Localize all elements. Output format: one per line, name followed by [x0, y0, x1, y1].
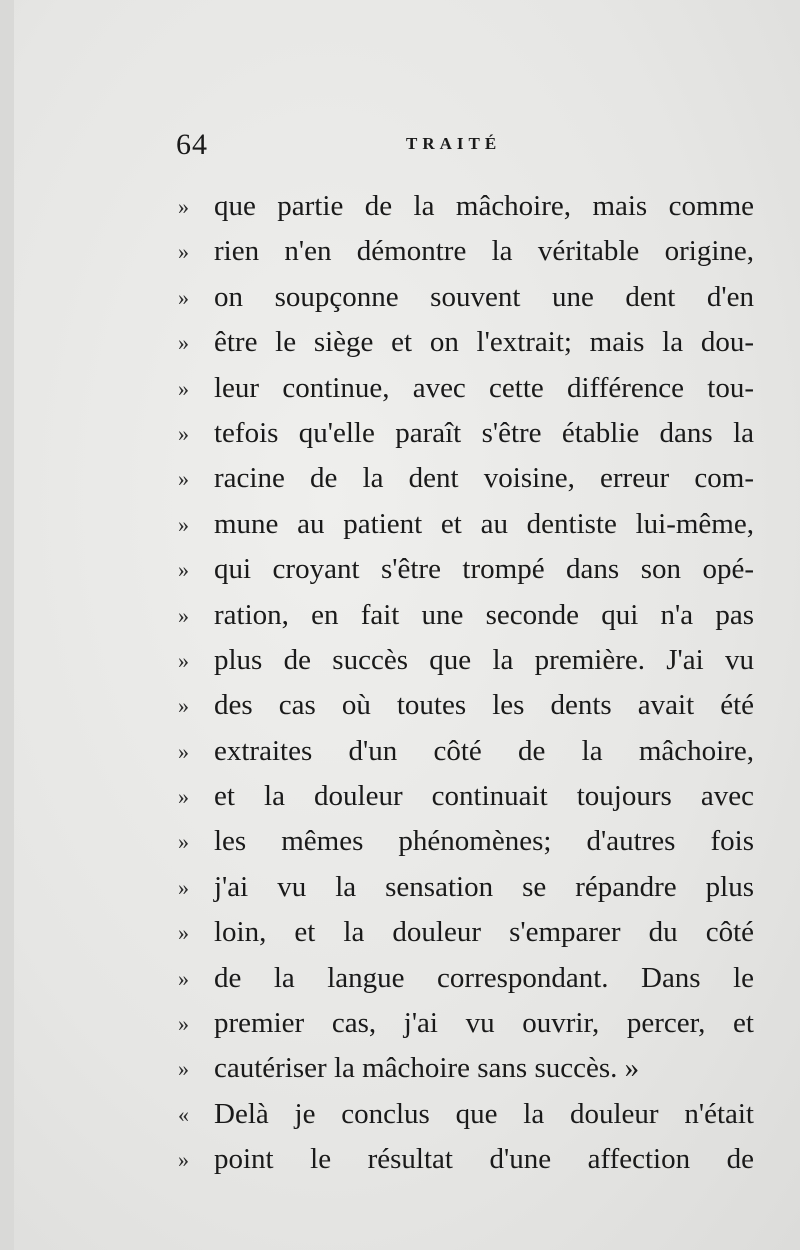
quote-marker: »	[178, 874, 189, 900]
text-line	[14, 729, 800, 774]
text-line	[14, 184, 800, 229]
text-line	[14, 1092, 800, 1137]
line-text: extraites d'un côté de la mâchoire,	[214, 734, 754, 767]
text-line	[14, 366, 800, 411]
running-title: TRAITÉ	[406, 134, 502, 153]
text-line	[14, 1001, 800, 1046]
body-text	[14, 184, 800, 1183]
quote-marker: »	[178, 284, 189, 310]
line-text: loin, et la douleur s'emparer du côté	[214, 916, 754, 949]
line-text: les mêmes phénomènes; d'autres fois	[214, 825, 754, 858]
quote-marker: »	[178, 511, 189, 537]
quote-marker: »	[178, 784, 189, 810]
line-text: j'ai vu la sensation se répandre plus	[214, 870, 754, 903]
text-line	[14, 956, 800, 1001]
line-text: ration, en fait une seconde qui n'a pas	[214, 598, 754, 631]
page-number: 64	[176, 128, 208, 161]
text-line	[14, 910, 800, 955]
quote-marker: »	[178, 965, 189, 991]
line-text: on soupçonne souvent une dent d'en	[214, 280, 754, 313]
text-line	[14, 456, 800, 501]
text-line	[14, 229, 800, 274]
line-text: premier cas, j'ai vu ouvrir, percer, et	[214, 1007, 754, 1040]
text-line	[14, 275, 800, 320]
line-text: de la langue correspondant. Dans le	[214, 961, 754, 994]
text-line	[14, 547, 800, 592]
line-text: être le siège et on l'extrait; mais la dou-	[214, 326, 754, 359]
quote-marker: »	[178, 693, 189, 719]
quote-marker: »	[178, 420, 189, 446]
line-text: plus de succès que la première. J'ai vu	[214, 643, 754, 676]
quote-marker: »	[178, 602, 189, 628]
quote-marker: »	[178, 239, 189, 265]
line-text: Delà je conclus que la douleur n'était	[214, 1097, 754, 1130]
quote-marker: »	[178, 829, 189, 855]
text-line	[14, 593, 800, 638]
text-line	[14, 502, 800, 547]
page-header	[14, 122, 800, 172]
text-line	[14, 774, 800, 819]
text-line	[14, 683, 800, 728]
quote-marker: »	[178, 1056, 189, 1082]
quote-marker: »	[178, 466, 189, 492]
line-text: et la douleur continuait toujours avec	[214, 780, 754, 813]
text-line	[14, 638, 800, 683]
book-page	[14, 0, 800, 1250]
line-text: cautériser la mâchoire sans succès. »	[214, 1052, 640, 1085]
line-text: tefois qu'elle paraît s'être établie dans la	[214, 416, 754, 449]
text-line	[14, 819, 800, 864]
quote-marker: »	[178, 1011, 189, 1037]
line-text: rien n'en démontre la véritable origine,	[214, 235, 754, 268]
line-text: racine de la dent voisine, erreur com-	[214, 462, 754, 495]
quote-marker: »	[178, 330, 189, 356]
quote-marker: «	[178, 1101, 189, 1127]
text-line	[14, 1046, 800, 1091]
line-text: leur continue, avec cette différence tou-	[214, 371, 754, 404]
quote-marker: »	[178, 557, 189, 583]
line-text: que partie de la mâchoire, mais comme	[214, 190, 754, 222]
quote-marker: »	[178, 194, 189, 219]
line-text: mune au patient et au dentiste lui-même,	[214, 507, 754, 540]
line-text: des cas où toutes les dents avait été	[214, 689, 754, 722]
quote-marker: »	[178, 1147, 189, 1173]
line-text: point le résultat d'une affection de	[214, 1143, 754, 1176]
quote-marker: »	[178, 647, 189, 673]
quote-marker: »	[178, 920, 189, 946]
quote-marker: »	[178, 375, 189, 401]
text-line	[14, 411, 800, 456]
text-line	[14, 865, 800, 910]
text-line	[14, 320, 800, 365]
line-text: qui croyant s'être trompé dans son opé-	[214, 553, 754, 586]
quote-marker: »	[178, 738, 189, 764]
text-line	[14, 1137, 800, 1182]
